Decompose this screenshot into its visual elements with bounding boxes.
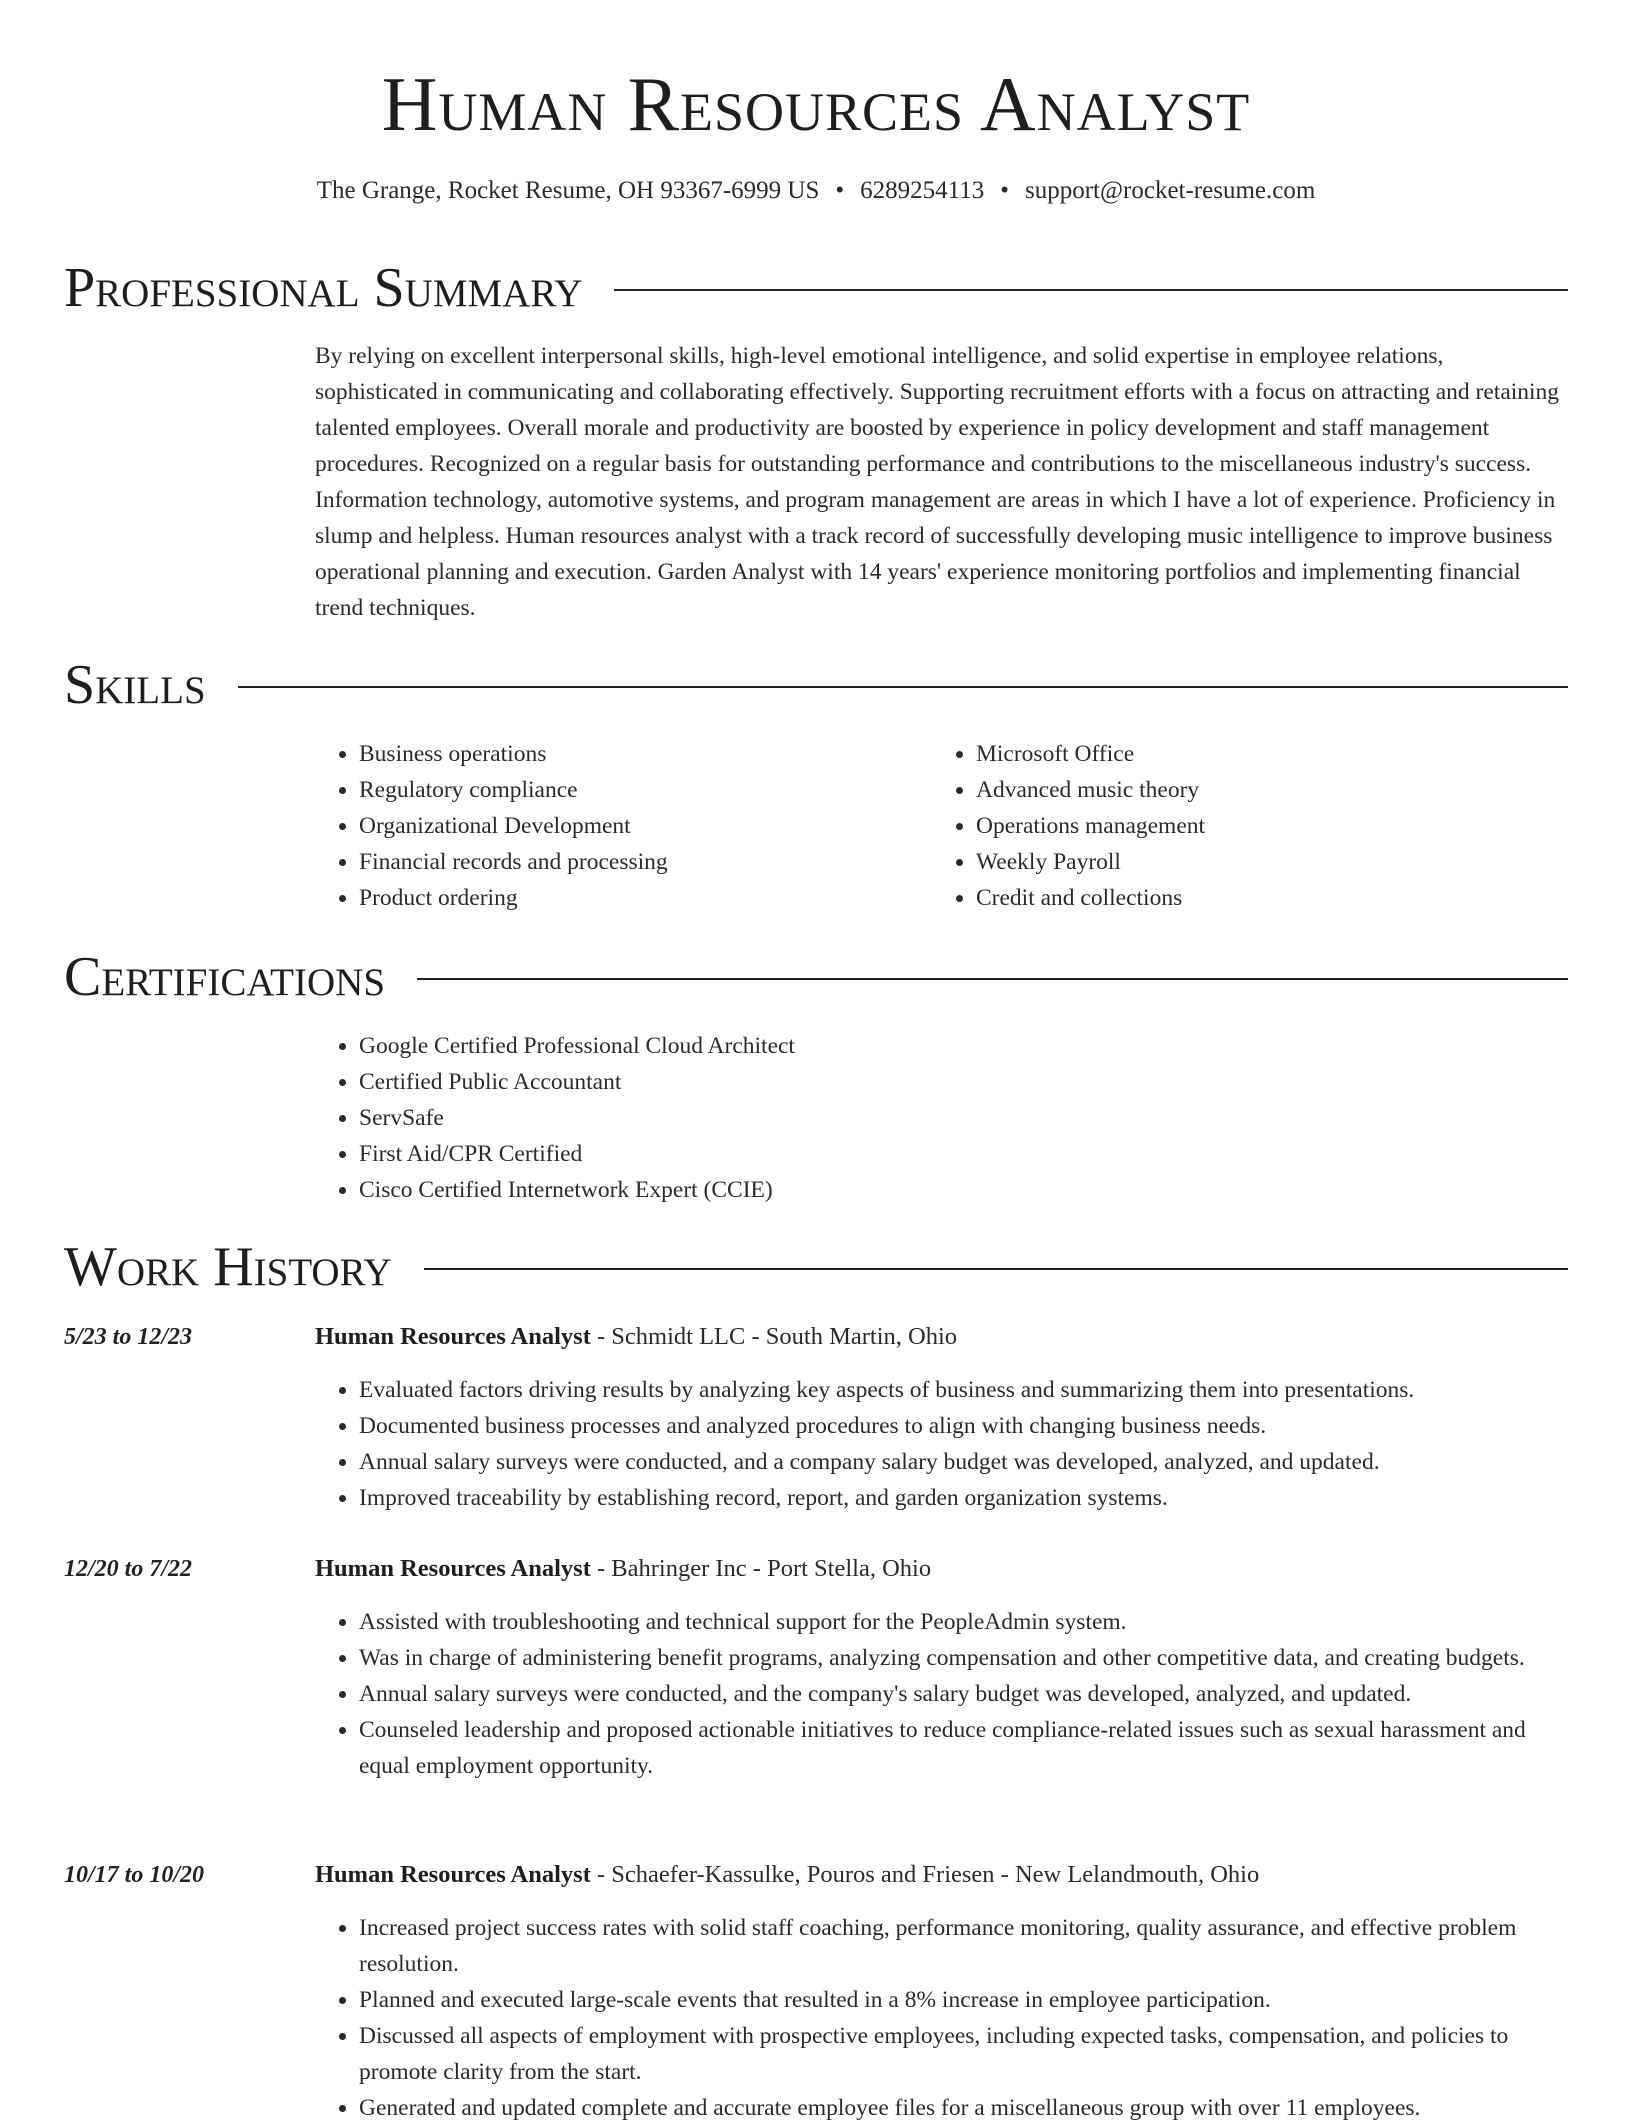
job-duties: [315, 1910, 1565, 2126]
job-title-line: [315, 1320, 957, 1354]
duty-item: • Increased project success rates with solid staff coaching, performance monitoring, quality assurance, and effective problem resolution.: [359, 1910, 1565, 1982]
job-title-line: [315, 1552, 931, 1586]
certification-item: • Certified Public Accountant: [359, 1064, 795, 1100]
certification-item: • ServSafe: [359, 1100, 795, 1136]
contact-phone: 6289254113: [860, 177, 985, 204]
job-role: Human Resources Analyst: [315, 1861, 591, 1888]
skill-item: • Weekly Payroll: [976, 844, 1205, 880]
summary-text: By relying on excellent interpersonal skills, high-level emotional intelligence, and solid expertise in employee relations, sophisticated in communicating and collaborating effectively. Supporting recruitment efforts with a focus on attracting and retaining talented employees. Overall morale and productivity are boosted by experience in policy development and staff management procedures. Recognized on a regular basis for outstanding performance and contributions to the miscellaneous industry's success. Information technology, automotive systems, and program management are areas in which I have a lot of experience. Proficiency in slump and helpless. Human resources analyst with a track record of successfully developing music intelligence to improve business operational planning and execution. Garden Analyst with 14 years' experience monitoring portfolios and implementing financial trend techniques.: [315, 343, 1560, 621]
contact-separator: •: [1000, 177, 1009, 204]
duty-item: • Was in charge of administering benefit programs, analyzing compensation and other competitive data, and creating budgets.: [359, 1640, 1565, 1676]
duty-item: • Counseled leadership and proposed actionable initiatives to reduce compliance-related issues such as sexual harassment and equal employment opportunity.: [359, 1712, 1565, 1784]
duty-item: • Annual salary surveys were conducted, and a company salary budget was developed, analyzed, and updated.: [359, 1444, 1565, 1480]
job-company-location: - Schmidt LLC - South Martin, Ohio: [590, 1323, 958, 1350]
job-dates: 10/17 to 10/20: [64, 1862, 205, 1888]
job-company-location: - Schaefer-Kassulke, Pouros and Friesen - New Lelandmouth, Ohio: [590, 1861, 1260, 1888]
duty-item: • Assisted with troubleshooting and technical support for the PeopleAdmin system.: [359, 1604, 1565, 1640]
job-duties: [315, 1372, 1565, 1516]
section-divider: [417, 978, 1568, 980]
duty-item: • Discussed all aspects of employment with prospective employees, including expected tasks, compensation, and policies to promote clarity from the start.: [359, 2018, 1565, 2090]
skill-item: • Product ordering: [359, 880, 668, 916]
duty-item: • Planned and executed large-scale events that resulted in a 8% increase in employee participation.: [359, 1982, 1565, 2018]
certification-item: • Google Certified Professional Cloud Architect: [359, 1028, 795, 1064]
skills-left-column: [315, 736, 668, 916]
certifications-section-header: [64, 945, 1568, 1009]
resume-name: Human Resources Analyst: [381, 61, 1251, 147]
duty-item: • Annual salary surveys were conducted, and the company's salary budget was developed, analyzed, and updated.: [359, 1676, 1565, 1712]
skill-item: • Credit and collections: [976, 880, 1205, 916]
work-history-section-header: [64, 1235, 1568, 1299]
certification-item: • First Aid/CPR Certified: [359, 1136, 795, 1172]
summary-section-header: [64, 256, 1568, 320]
contact-separator: •: [835, 177, 845, 204]
skills-heading: Skills: [64, 654, 206, 716]
job-duties: [315, 1604, 1565, 1784]
section-divider: [424, 1268, 1568, 1270]
skill-item: • Business operations: [359, 736, 668, 772]
skills-right-column: [932, 736, 1205, 916]
section-divider: [238, 686, 1568, 688]
job-company-location: - Bahringer Inc - Port Stella, Ohio: [590, 1555, 932, 1582]
section-divider: [614, 289, 1568, 291]
duty-item: • Documented business processes and analyzed procedures to align with changing business needs.: [359, 1408, 1565, 1444]
skill-item: • Advanced music theory: [976, 772, 1205, 808]
skill-item: • Regulatory compliance: [359, 772, 668, 808]
job-title-line: [315, 1858, 1259, 1892]
job-dates: 5/23 to 12/23: [64, 1324, 193, 1350]
job-dates: 12/20 to 7/22: [64, 1556, 193, 1582]
skill-item: • Microsoft Office: [976, 736, 1205, 772]
duty-item: • Generated and updated complete and accurate employee files for a miscellaneous group with over 11 employees.: [359, 2090, 1565, 2126]
duty-item: • Evaluated factors driving results by analyzing key aspects of business and summarizing them into presentations.: [359, 1372, 1565, 1408]
summary-heading: Professional Summary: [64, 257, 583, 319]
contact-line: [0, 174, 1632, 208]
job-role: Human Resources Analyst: [315, 1555, 591, 1582]
duty-item: • Improved traceability by establishing record, report, and garden organization systems.: [359, 1480, 1565, 1516]
skill-item: • Organizational Development: [359, 808, 668, 844]
certifications-list: [315, 1028, 795, 1208]
work-history-heading: Work History: [64, 1236, 392, 1298]
certifications-heading: Certifications: [64, 946, 386, 1008]
job-role: Human Resources Analyst: [315, 1323, 591, 1350]
contact-address: The Grange, Rocket Resume, OH 93367-6999 US: [316, 177, 820, 204]
contact-email: support@rocket-resume.com: [1025, 177, 1316, 204]
skills-section-header: [64, 653, 1568, 717]
skill-item: • Operations management: [976, 808, 1205, 844]
skill-item: • Financial records and processing: [359, 844, 668, 880]
certification-item: • Cisco Certified Internetwork Expert (CCIE): [359, 1172, 795, 1208]
